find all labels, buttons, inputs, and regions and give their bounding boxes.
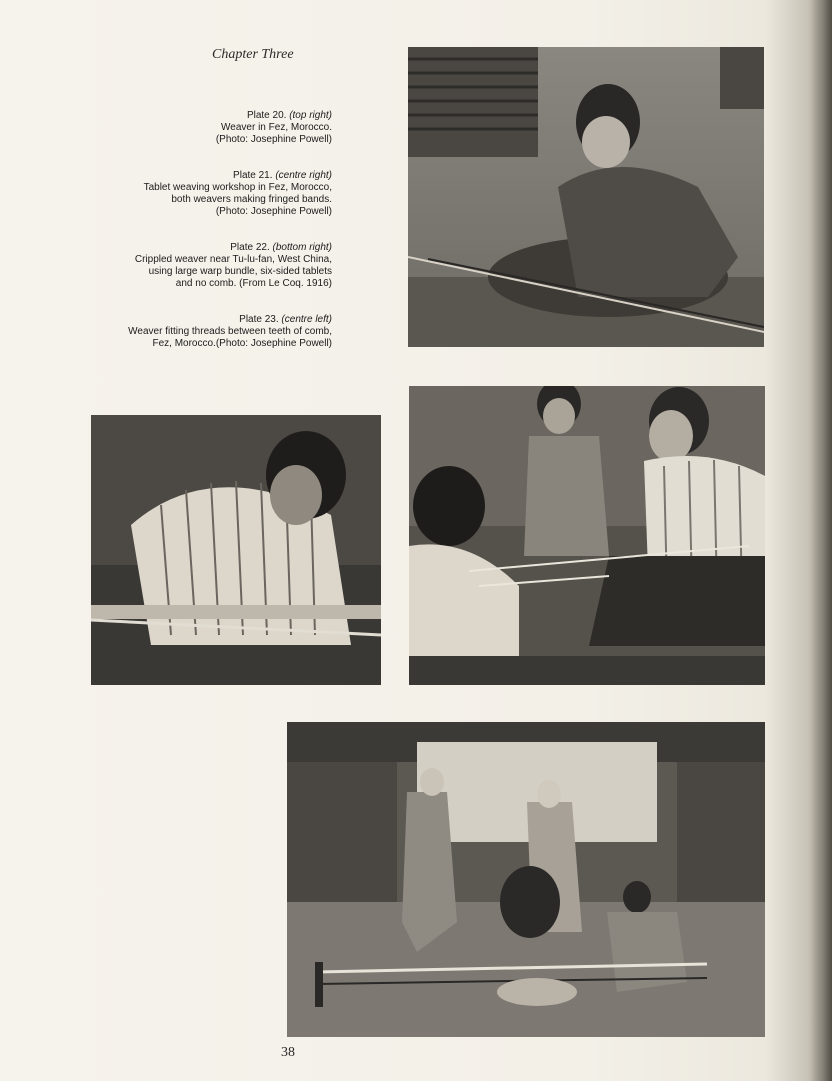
caption-plate-22 — [60, 242, 332, 290]
caption-line: using large warp bundle, six-sided tablets — [148, 266, 332, 277]
photo-plate-23 — [91, 415, 381, 685]
caption-line: Weaver fitting threads between teeth of comb, — [128, 326, 332, 337]
page-edge-shadow — [810, 0, 832, 1081]
tablet-weaving-workshop-photo — [409, 386, 765, 685]
caption-plate-20 — [60, 110, 332, 146]
plate-captions — [60, 110, 332, 374]
page-number: 38 — [281, 1045, 295, 1060]
caption-line: both weavers making fringed bands. — [171, 194, 332, 205]
caption-plate-21 — [60, 170, 332, 218]
plate-position: (centre right) — [275, 170, 332, 181]
caption-line: (Photo: Josephine Powell) — [215, 134, 332, 145]
photo-plate-21 — [409, 386, 765, 685]
caption-line: Fez, Morocco.(Photo: Josephine Powell) — [152, 338, 332, 349]
weaver-seated-photo — [408, 47, 764, 347]
photo-plate-22 — [287, 722, 765, 1037]
plate-number: Plate 22. — [230, 242, 270, 253]
plate-number: Plate 20. — [246, 110, 287, 121]
caption-line: Weaver in Fez, Morocco. — [221, 122, 332, 133]
weaver-fitting-comb-photo — [91, 415, 381, 685]
plate-position: (centre left) — [281, 314, 332, 325]
caption-plate-23 — [60, 314, 332, 350]
plate-position: (bottom right) — [272, 242, 332, 253]
caption-line: and no comb. (From Le Coq. 1916) — [175, 278, 332, 289]
plate-position: (top right) — [289, 110, 332, 121]
plate-number: Plate 23. — [239, 314, 279, 325]
plate-number: Plate 21. — [233, 170, 273, 181]
photo-plate-20 — [408, 47, 764, 347]
caption-line: Crippled weaver near Tu-lu-fan, West China, — [134, 254, 332, 265]
caption-line: Tablet weaving workshop in Fez, Morocco, — [143, 182, 332, 193]
chapter-title: Chapter Three — [212, 47, 294, 62]
crippled-weaver-west-china-photo — [287, 722, 765, 1037]
caption-line: (Photo: Josephine Powell) — [215, 206, 332, 217]
